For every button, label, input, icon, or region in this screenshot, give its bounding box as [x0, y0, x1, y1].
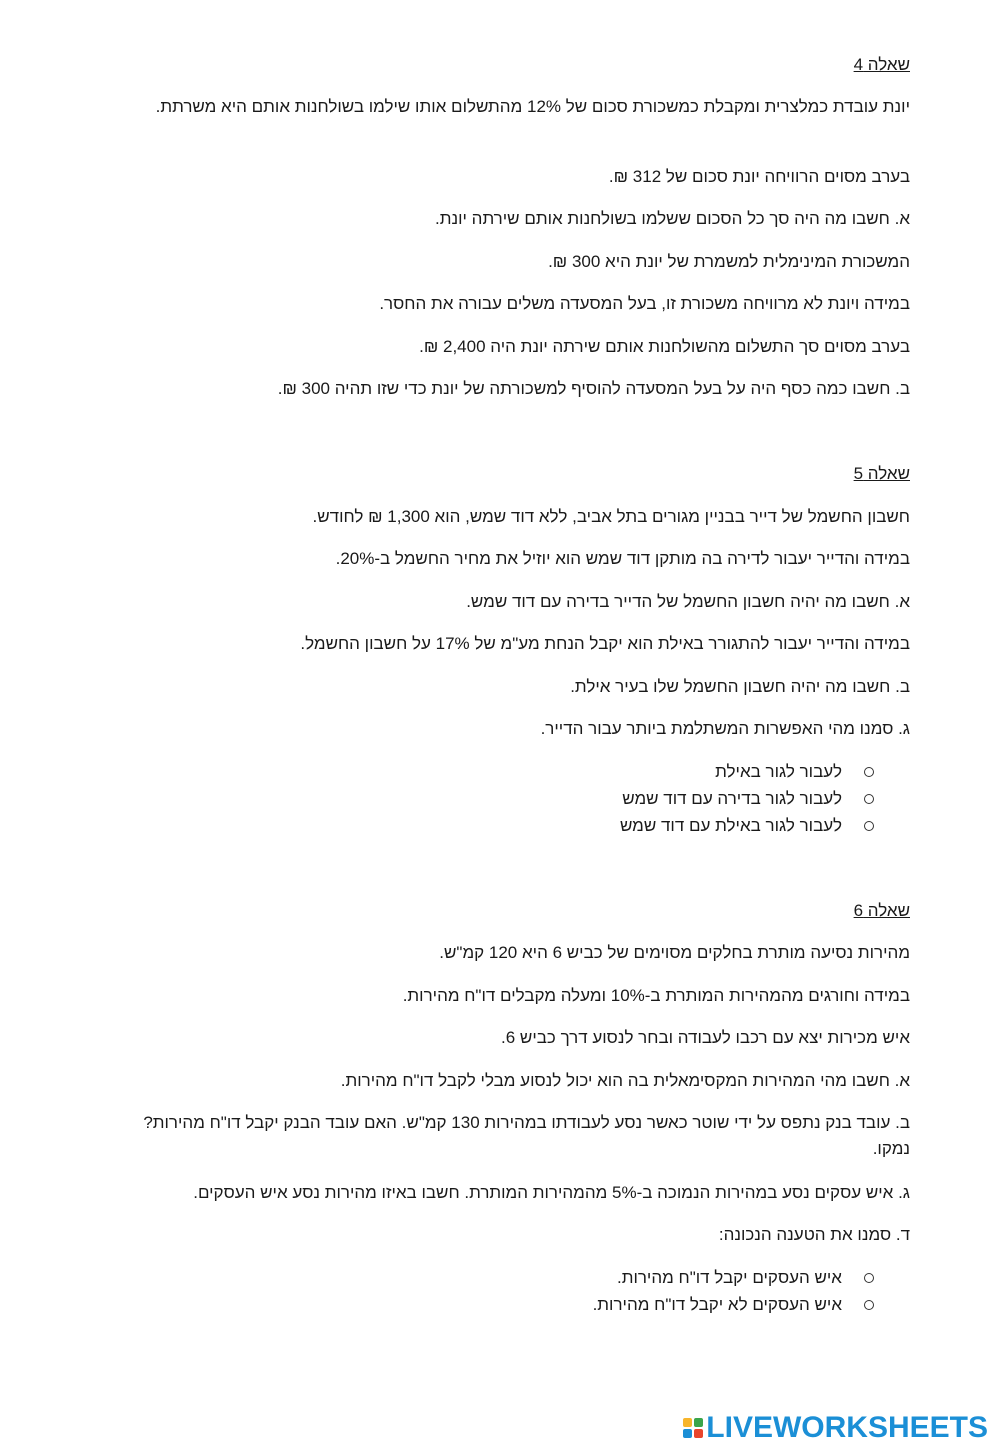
option-label: איש העסקים לא יקבל דו"ח מהירות.	[592, 1295, 842, 1314]
q5-line-5: ב. חשבו מה יהיה חשבון החשמל שלו בעיר אילת.	[570, 677, 910, 696]
radio-circle-icon[interactable]	[864, 1300, 874, 1310]
q6-option-1[interactable]	[140, 1264, 910, 1291]
radio-circle-icon[interactable]	[864, 767, 874, 777]
logo-mark-icon	[683, 1418, 703, 1438]
question-6-title: שאלה 6	[853, 901, 910, 920]
option-label: לעבור לגור באילת	[715, 762, 842, 781]
q5-line-3: א. חשבו מה יהיה חשבון החשמל של הדייר בדירה עם דוד שמש.	[466, 592, 910, 611]
q6-line-7: ד. סמנו את הטענה הנכונה:	[718, 1225, 910, 1244]
q4-line-6: בערב מסוים סך התשלום מהשולחנות אותם שירתה יונת היה 2,400 ₪.	[419, 337, 910, 356]
q6-line-2: במידה וחורגים מהמהירות המותרת ב-10% ומעלה מקבלים דו"ח מהירות.	[402, 986, 910, 1005]
liveworksheets-logo[interactable]	[683, 1411, 988, 1445]
q5-option-3[interactable]	[140, 812, 910, 839]
radio-circle-icon[interactable]	[864, 821, 874, 831]
q4-line-2: בערב מסוים הרוויחה יונת סכום של 312 ₪.	[608, 167, 910, 186]
q4-line-5: במידה ויונת לא מרוויחה משכורת זו, בעל המסעדה משלים עבורה את החסר.	[379, 294, 910, 313]
logo-text: LIVEWORKSHEETS	[706, 1411, 988, 1444]
q5-option-1[interactable]	[140, 758, 910, 785]
question-4-title: שאלה 4	[853, 55, 910, 74]
option-label: לעבור לגור באילת עם דוד שמש	[619, 816, 842, 835]
option-label: איש העסקים יקבל דו"ח מהירות.	[616, 1268, 842, 1287]
q6-line-1: מהירות נסיעה מותרת בחלקים מסוימים של כביש 6 היא 120 קמ"ש.	[439, 943, 910, 962]
q6-line-3: איש מכירות יצא עם רכבו לעבודה ובחר לנסוע דרך כביש 6.	[501, 1028, 910, 1047]
option-label: לעבור לגור בדירה עם דוד שמש	[622, 789, 842, 808]
q4-line-1: יונת עובדת כמלצרית ומקבלת כמשכורת סכום של 12% מהתשלום אותו שילמו בשולחנות אותם היא משרתת.	[155, 97, 910, 116]
question-5-title: שאלה 5	[853, 464, 910, 483]
q5-line-2: במידה והדייר יעבור לדירה בה מותקן דוד שמש הוא יוזיל את מחיר החשמל ב-20%.	[335, 549, 910, 568]
q4-line-7: ב. חשבו כמה כסף היה על בעל המסעדה להוסיף למשכורתה של יונת כדי שזו תהיה 300 ₪.	[277, 379, 910, 398]
q6-options	[140, 1264, 910, 1318]
q5-line-4: במידה והדייר יעבור להתגורר באילת הוא יקבל הנחת מע"מ של 17% על חשבון החשמל.	[300, 634, 910, 653]
q6-line-6: ג. איש עסקים נסע במהירות הנמוכה ב-5% מהמהירות המותרת. חשבו באיזו מהירות נסע איש העסקים.	[193, 1183, 910, 1202]
q6-option-2[interactable]	[140, 1291, 910, 1318]
q6-line-5: ב. עובד בנק נתפס על ידי שוטר כאשר נסע לעבודתו במהירות 130 קמ"ש. האם עובד הבנק יקבל דו"ח מהירות? נמקו.	[143, 1113, 910, 1158]
q5-line-1: חשבון החשמל של דייר בבניין מגורים בתל אביב, ללא דוד שמש, הוא 1,300 ₪ לחודש.	[312, 507, 910, 526]
q4-line-3: א. חשבו מה היה סך כל הסכום ששלמו בשולחנות אותם שירתה יונת.	[435, 209, 910, 228]
q4-line-4: המשכורת המינימלית למשמרת של יונת היא 300 ₪.	[548, 252, 910, 271]
q5-options	[140, 758, 910, 839]
q6-line-4: א. חשבו מהי המהירות המקסימאלית בה הוא יכול לנסוע מבלי לקבל דו"ח מהירות.	[340, 1071, 910, 1090]
radio-circle-icon[interactable]	[864, 794, 874, 804]
q5-option-2[interactable]	[140, 785, 910, 812]
q5-line-6: ג. סמנו מהי האפשרות המשתלמת ביותר עבור הדייר.	[540, 719, 910, 738]
radio-circle-icon[interactable]	[864, 1273, 874, 1283]
